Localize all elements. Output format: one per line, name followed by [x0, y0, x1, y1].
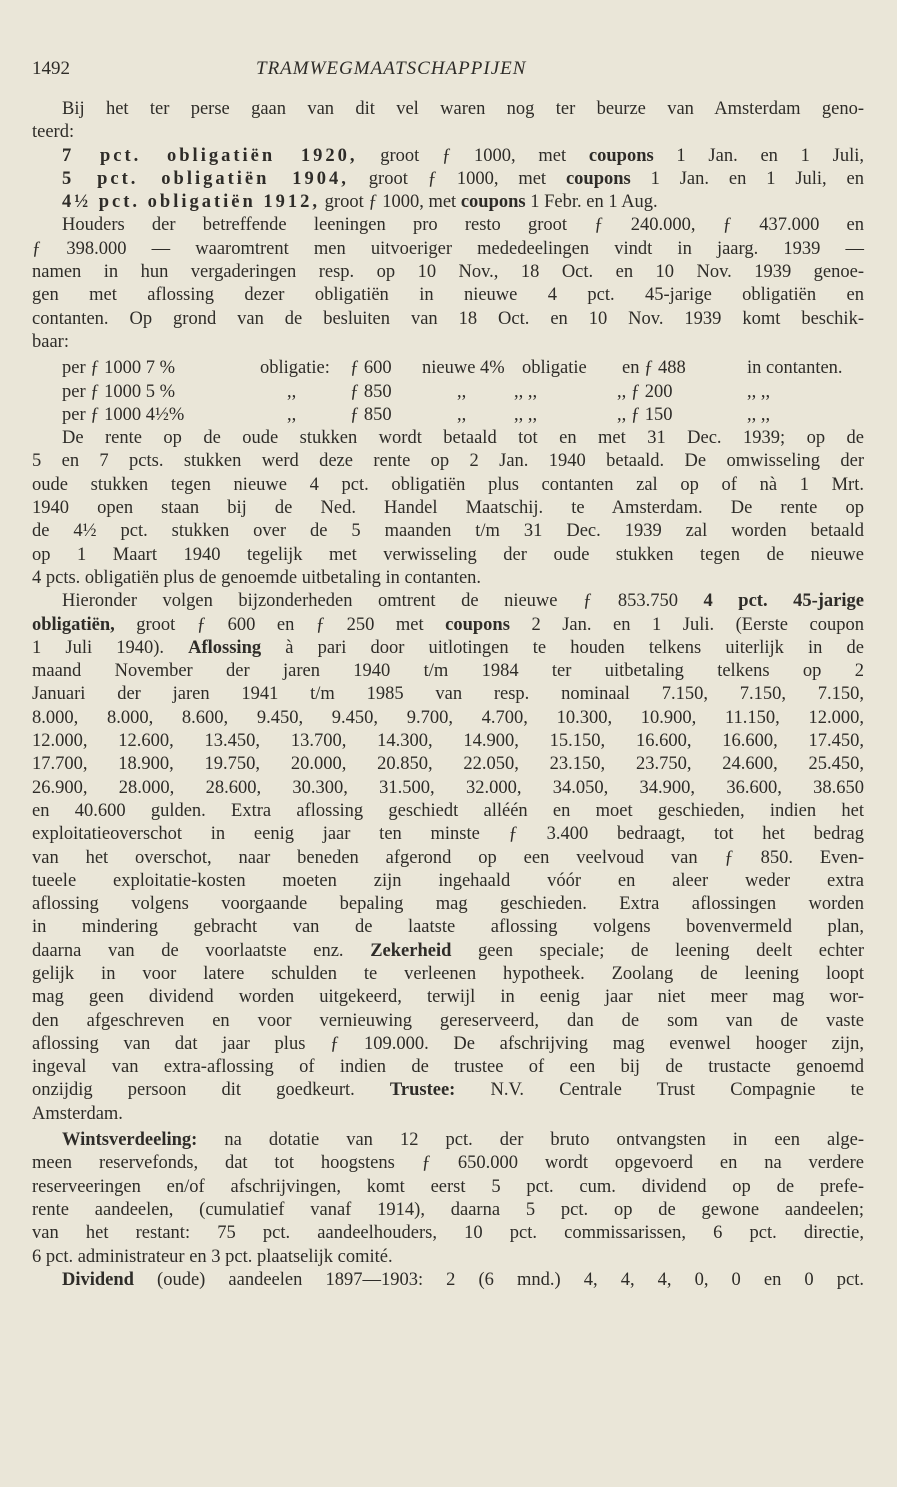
text-line: 8.000, 8.000, 8.600, 9.450, 9.450, 9.700, 4.700, 10.300, 10.900, 11.150, 12.000,	[32, 707, 864, 728]
text-line: Houders der betreffende leeningen pro resto groot ƒ 240.000, ƒ 437.000 en	[62, 215, 864, 236]
exchange-cell: ƒ 850	[350, 381, 392, 402]
bold-run: Zekerheid	[370, 940, 452, 961]
text-line: namen in hun vergaderingen resp. op 10 Nov., 18 Oct. en 10 Nov. 1939 genoe-	[32, 262, 864, 283]
text-line: en 40.600 gulden. Extra aflossing geschiedt alléén en moet geschieden, indien het	[32, 800, 864, 821]
exchange-cell: per ƒ 1000 7 %	[62, 358, 176, 379]
text-line: 5 en 7 pcts. stukken werd deze rente op 2 Jan. 1940 betaald. De omwisseling der	[32, 451, 864, 472]
bold-run: 4 pct. 45-jarige	[703, 591, 864, 612]
exchange-row	[32, 357, 864, 380]
text-line	[32, 940, 864, 963]
text-line: oude stukken tegen nieuwe 4 pct. obligatiën plus contanten zal op of nà 1 Mrt.	[32, 474, 864, 495]
text-line: ƒ 398.000 — waaromtrent men uitvoeriger mededeelingen vindt in jaarg. 1939 —	[32, 238, 864, 259]
bond-text: 1 Jan. en 1 Juli, en	[630, 168, 865, 189]
text-line: exploitatieoverschot in eenig jaar ten minste ƒ 3.400 bedraagt, tot het bedrag	[32, 824, 864, 845]
text-line: op 1 Maart 1940 tegelijk met verwisseling der oude stukken tegen de nieuwe	[32, 544, 864, 565]
text-line	[32, 637, 864, 660]
exchange-row	[32, 404, 864, 427]
text-line: 6 pct. administrateur en 3 pct. plaatselijk comité.	[32, 1246, 393, 1267]
exchange-cell: ƒ 600	[350, 358, 392, 379]
bond-keyword: coupons	[588, 145, 654, 166]
exchange-cell: ,,	[287, 381, 297, 402]
bold-run: obligatiën,	[32, 614, 115, 635]
bold-run: Dividend	[62, 1269, 134, 1290]
bond-text: groot ƒ 1000, met	[357, 145, 589, 166]
text-line: 17.700, 18.900, 19.750, 20.000, 20.850, 22.050, 23.150, 23.750, 24.600, 25.450,	[32, 754, 864, 775]
exchange-cell: obligatie	[522, 358, 587, 379]
text-line: contanten. Op grond van de besluiten van 18 Oct. en 10 Nov. 1939 komt beschik-	[32, 308, 864, 329]
exchange-cell: obligatie:	[260, 358, 330, 379]
text-line: 26.900, 28.000, 28.600, 30.300, 31.500, 32.000, 34.050, 34.900, 36.600, 38.650	[32, 777, 864, 798]
exchange-cell: per ƒ 1000 4½%	[62, 404, 185, 425]
text-run: onzijdig persoon dit goedkeurt.	[32, 1080, 390, 1101]
text-line: tueele exploitatie-kosten moeten zijn ingehaald vóór en aleer weder extra	[32, 870, 864, 891]
exchange-cell: per ƒ 1000 5 %	[62, 381, 176, 402]
text-line: 1940 open staan bij de Ned. Handel Maatschij. te Amsterdam. De rente op	[32, 498, 864, 519]
bond-keyword: coupons	[460, 192, 526, 213]
text-line: gelijk in voor latere schulden te verleenen hypotheek. Zoolang de leening loopt	[32, 963, 864, 984]
text-line: de 4½ pct. stukken over de 5 maanden t/m 31 Dec. 1939 zal worden betaald	[32, 521, 864, 542]
text-run: N.V. Centrale Trust Compagnie te	[455, 1080, 864, 1101]
text-line: 12.000, 12.600, 13.450, 13.700, 14.300, 14.900, 15.150, 16.600, 16.600, 17.450,	[32, 731, 864, 752]
text-line	[32, 590, 864, 613]
text-run: daarna van de voorlaatste enz.	[32, 940, 371, 961]
text-line: mag geen dividend worden uitgekeerd, terwijl in eenig jaar niet meer mag wor-	[32, 987, 864, 1008]
text-line: den afgeschreven en voor vernieuwing gereserveerd, dan de som van de vaste	[32, 1010, 864, 1031]
bond-name: 4½ pct. obligatiën 1912,	[62, 192, 321, 213]
text-line	[32, 1079, 864, 1102]
text-line: Bij het ter perse gaan van dit vel waren nog ter beurze van Amsterdam geno-	[62, 99, 864, 119]
page-number: 1492	[32, 58, 70, 79]
text-line: meen reservefonds, dat tot hoogstens ƒ 650.000 wordt opgevoerd en na verdere	[32, 1153, 864, 1174]
exchange-cell: ,, ,,	[747, 404, 771, 425]
text-line: teerd:	[32, 122, 75, 143]
text-line: van het restant: 75 pct. aandeelhouders, 10 pct. commissarissen, 6 pct. directie,	[32, 1223, 864, 1244]
exchange-cell: in contanten.	[747, 358, 843, 379]
bond-line	[32, 191, 864, 214]
text-line	[32, 1269, 864, 1292]
exchange-cell: ,,	[287, 404, 297, 425]
bold-run: coupons	[445, 614, 510, 635]
exchange-cell: en ƒ 488	[622, 358, 686, 379]
text-run: geen speciale; de leening deelt echter	[451, 940, 864, 961]
text-run: à pari door uitlotingen te houden telkens uiterlijk in de	[261, 637, 864, 658]
text-line: Amsterdam.	[32, 1103, 123, 1124]
exchange-row	[32, 381, 864, 404]
text-run: Hieronder volgen bijzonderheden omtrent de nieuwe ƒ 853.750	[62, 591, 704, 612]
bond-name: 7 pct. obligatiën 1920,	[62, 145, 358, 166]
text-run: 1 Juli 1940).	[32, 637, 189, 658]
exchange-cell: ,, ,,	[747, 381, 771, 402]
text-line: in mindering gebracht van de laatste aflossing volgens bovenvermeld plan,	[32, 917, 864, 938]
exchange-cell: ,,	[457, 404, 467, 425]
text-line: reserveeringen en/of afschrijvingen, komt eerst 5 pct. cum. dividend op de prefe-	[32, 1176, 864, 1197]
text-run: 2 Jan. en 1 Juli. (Eerste coupon	[509, 614, 864, 635]
text-run: groot ƒ 600 en ƒ 250 met	[114, 614, 446, 635]
exchange-cell: ,, ƒ 150	[617, 404, 673, 425]
text-line: ingeval van extra-aflossing of indien de trustee of een bij de trustacte genoemd	[32, 1057, 864, 1078]
text-line: De rente op de oude stukken wordt betaald tot en met 31 Dec. 1939; op de	[62, 428, 864, 449]
exchange-cell: ,, ,,	[514, 404, 538, 425]
bold-run: Trustee:	[389, 1080, 456, 1101]
exchange-cell: ,,	[457, 381, 467, 402]
bond-name: 5 pct. obligatiën 1904,	[62, 168, 349, 189]
text-run: na dotatie van 12 pct. der bruto ontvangsten in een alge-	[197, 1130, 864, 1151]
exchange-cell: nieuwe 4%	[422, 358, 505, 379]
text-line: Januari der jaren 1941 t/m 1985 van resp. nominaal 7.150, 7.150, 7.150,	[32, 684, 864, 705]
text-line: aflossing volgens voorgaande bepaling mag geschieden. Extra aflossingen worden	[32, 894, 864, 915]
body-text	[32, 98, 864, 1292]
exchange-cell: ,, ,,	[514, 381, 538, 402]
bold-run: Wintsverdeeling:	[62, 1130, 198, 1151]
text-line: gen met aflossing dezer obligatiën in nieuwe 4 pct. 45-jarige obligatiën en	[32, 285, 864, 306]
text-line: maand November der jaren 1940 t/m 1984 ter uitbetaling telkens op 2	[32, 661, 864, 682]
bond-text: 1 Jan. en 1 Juli,	[653, 145, 865, 166]
bond-text: groot ƒ 1000, met	[348, 168, 566, 189]
exchange-cell: ƒ 850	[350, 404, 392, 425]
text-line: van het overschot, naar beneden afgerond op een veelvoud van ƒ 850. Even-	[32, 847, 864, 868]
text-line: rente aandeelen, (cumulatief vanaf 1914), daarna 5 pct. op de gewone aandeelen;	[32, 1199, 864, 1220]
page-header	[32, 58, 857, 88]
exchange-cell: ,, ƒ 200	[617, 381, 673, 402]
bold-run: Aflossing	[188, 637, 262, 658]
text-line	[32, 614, 864, 637]
text-line	[32, 1129, 864, 1152]
text-line: baar:	[32, 331, 69, 352]
bond-text: 1 Febr. en 1 Aug.	[525, 192, 658, 213]
bond-line	[32, 145, 864, 168]
text-run: (oude) aandeelen 1897—1903: 2 (6 mnd.) 4, 4, 4, 0, 0 en 0 pct.	[133, 1269, 864, 1290]
bond-text: groot ƒ 1000, met	[320, 192, 461, 213]
text-line: aflossing van dat jaar plus ƒ 109.000. De afschrijving mag evenwel hooger zijn,	[32, 1033, 864, 1054]
bond-line	[32, 168, 864, 191]
running-title: TRAMWEGMAATSCHAPPIJEN	[256, 58, 527, 79]
text-line: 4 pcts. obligatiën plus de genoemde uitbetaling in contanten.	[32, 567, 482, 588]
bond-keyword: coupons	[565, 168, 631, 189]
